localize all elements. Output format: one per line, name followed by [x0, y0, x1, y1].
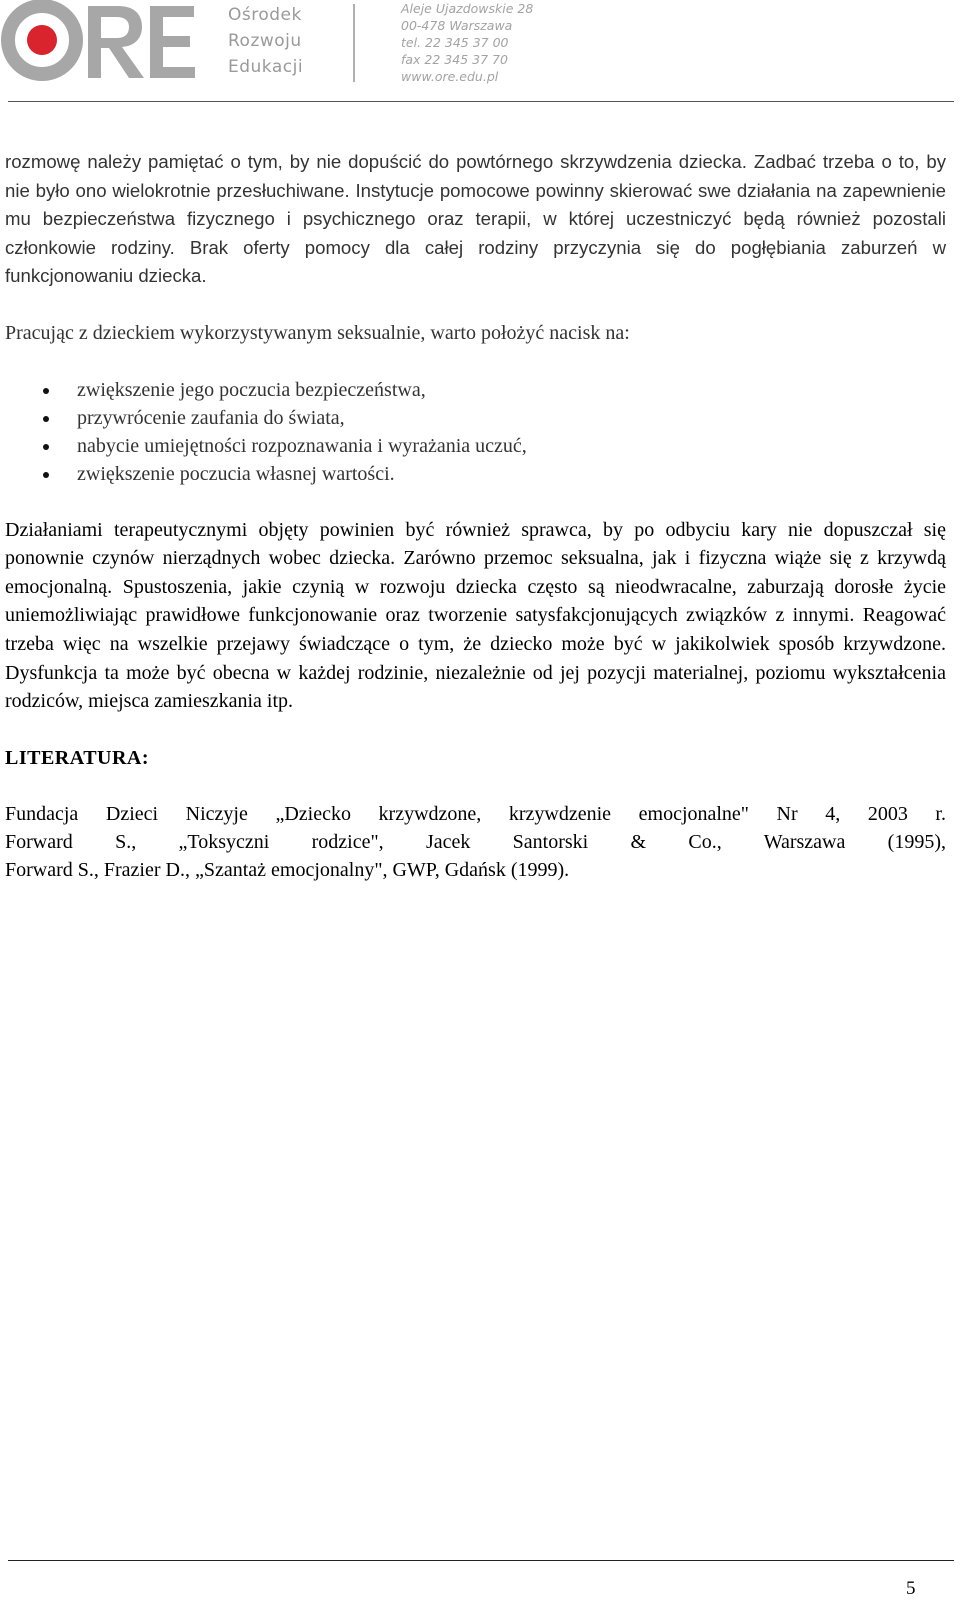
- paragraph-therapy: Działaniami terapeutycznymi objęty powinien być również sprawca, by po odbyciu kary nie dopuszczał się ponownie czynów nierządnych wobec dziecka. Zarówno przemoc seksualna, jak i fizyczna wiąże się z krzywdą emocjonalną. Spustoszenia, jakie czynią w rozwoju dziecka często są nieodwracalne, zaburzają dorosłe życie uniemożliwiając prawidłowe funkcjonowanie oraz tworzenie satysfakcjonujących związków z innymi. Reagować trzeba więc na wszelkie przejawy świadczące o tym, że dziecko może być w jakikolwiek sposób krzywdzone. Dysfunkcja ta może być obecna w każdej rodzinie, niezależnie od jej pozycji materialnej, poziomu wykształcenia rodziców, miejsca zamieszkania itp.: [5, 518, 946, 713]
- list-item-text: zwiększenie poczucia własnej wartości.: [77, 462, 395, 485]
- ore-logo: [0, 0, 200, 90]
- address-line: www.ore.edu.pl: [401, 69, 499, 84]
- list-item: [5, 404, 946, 432]
- list-item-text: przywrócenie zaufania do świata,: [77, 406, 345, 429]
- focus-list: [5, 376, 946, 488]
- literature-entry: Fundacja Dzieci Niczyje „Dziecko krzywdzone, krzywdzenie emocjonalne" Nr 4, 2003 r.: [5, 802, 946, 825]
- org-name-line: Edukacji: [228, 57, 304, 77]
- list-item-text: nabycie umiejętności rozpoznawania i wyrażania uczuć,: [77, 434, 527, 457]
- literature-entry: Forward S., „Toksyczni rodzice", Jacek Santorski & Co., Warszawa (1995),: [5, 830, 946, 853]
- bullet-icon: [43, 472, 49, 478]
- bullet-icon: [43, 444, 49, 450]
- address-block: [401, 0, 533, 85]
- address-line: 00-478 Warszawa: [401, 18, 513, 33]
- bullet-icon: [43, 416, 49, 422]
- bullet-icon: [43, 388, 49, 394]
- address-line: fax 22 345 37 70: [401, 52, 508, 67]
- literature-entry: Forward S., Frazier D., „Szantaż emocjonalny", GWP, Gdańsk (1999).: [5, 858, 570, 881]
- literature-list: [5, 800, 946, 884]
- org-name: [228, 2, 328, 80]
- paragraph-intro: rozmowę należy pamiętać o tym, by nie dopuścić do powtórnego skrzywdzenia dziecka. Zadbać trzeba o to, by nie było ono wielokrotnie przesłuchiwane. Instytucje pomocowe powinny skierować swe działania na zapewnienie mu bezpieczeństwa fizycznego i psychicznego oraz terapii, w której uczestniczyć będą również pozostali członkowie rodziny. Brak oferty pomocy dla całej rodziny przyczynia się do pogłębiania zaburzeń w funkcjonowaniu dziecka.: [5, 151, 946, 287]
- org-name-line: Ośrodek: [228, 5, 302, 25]
- footer-rule: [8, 1560, 954, 1561]
- list-item-text: zwiększenie jego poczucia bezpieczeństwa,: [77, 378, 426, 401]
- document-body: [5, 148, 946, 884]
- list-item: [5, 432, 946, 460]
- paragraph-focus-lead: Pracując z dzieckiem wykorzystywanym seksualnie, warto położyć nacisk na:: [5, 321, 630, 344]
- address-line: Aleje Ujazdowskie 28: [401, 1, 534, 16]
- literature-heading: LITERATURA:: [5, 746, 150, 769]
- header-rule: [8, 101, 954, 102]
- org-name-line: Rozwoju: [228, 31, 302, 51]
- address-line: tel. 22 345 37 00: [401, 35, 509, 50]
- header-divider: [353, 4, 355, 82]
- page-number: 5: [906, 1578, 916, 1599]
- list-item: [5, 376, 946, 404]
- document-header: [0, 0, 960, 104]
- list-item: [5, 460, 946, 488]
